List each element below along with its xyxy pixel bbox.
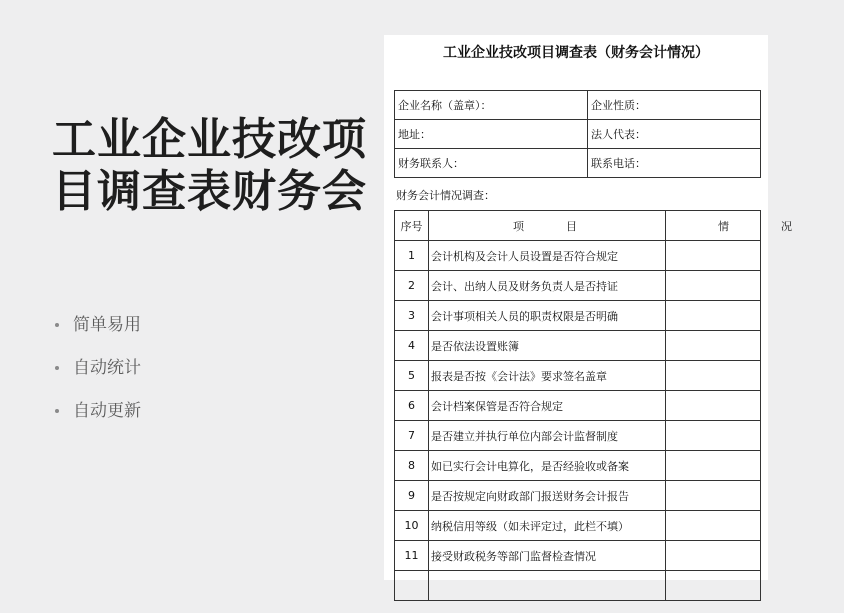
table-row: 10 纳税信用等级（如未评定过，此栏不填） <box>395 511 761 541</box>
table-row: 9 是否按规定向财政部门报送财务会计报告 <box>395 481 761 511</box>
table-row: 1 会计机构及会计人员设置是否符合规定 <box>395 241 761 271</box>
info-cell: 法人代表： <box>588 120 761 149</box>
table-row <box>395 571 761 601</box>
table-row: 4 是否依法设置账簿 <box>395 331 761 361</box>
survey-table <box>394 210 844 601</box>
column-header-status: 情况 <box>666 211 761 241</box>
survey-label: 财务会计情况调查： <box>396 189 495 202</box>
info-row <box>395 120 761 149</box>
table-row: 2 会计、出纳人员及财务负责人是否持证 <box>395 271 761 301</box>
info-cell: 企业性质： <box>588 91 761 120</box>
table-header-row <box>395 211 761 241</box>
feature-item: 自动统计 <box>55 348 141 391</box>
bullet-icon <box>55 323 59 327</box>
feature-item: 自动更新 <box>55 391 141 434</box>
table-row: 6 会计档案保管是否符合规定 <box>395 391 761 421</box>
column-header-item: 项目 <box>429 211 666 241</box>
cover-title <box>52 114 367 218</box>
info-cell: 联系电话： <box>588 149 761 178</box>
bullet-icon <box>55 409 59 413</box>
info-cell: 财务联系人： <box>395 149 588 178</box>
document-preview <box>384 35 844 580</box>
feature-list <box>55 305 141 434</box>
feature-item: 简单易用 <box>55 305 141 348</box>
table-row: 5 报表是否按《会计法》要求签名盖章 <box>395 361 761 391</box>
cover-title-line-2: 目调查表财务会 <box>52 166 367 217</box>
company-info-table <box>394 90 761 178</box>
cover-title-line-1: 工业企业技改项 <box>52 114 367 165</box>
table-row: 8 如已实行会计电算化，是否经验收或备案 <box>395 451 761 481</box>
sheet-title: 工业企业技改项目调查表（财务会计情况） <box>443 45 709 61</box>
info-row <box>395 149 761 178</box>
table-row: 11 接受财政税务等部门监督检查情况 <box>395 541 761 571</box>
bullet-icon <box>55 366 59 370</box>
table-row: 7 是否建立并执行单位内部会计监督制度 <box>395 421 761 451</box>
table-row: 3 会计事项相关人员的职责权限是否明确 <box>395 301 761 331</box>
column-header-no: 序号 <box>395 211 429 241</box>
info-cell: 企业名称（盖章）： <box>395 91 588 120</box>
info-row <box>395 91 761 120</box>
info-cell: 地址： <box>395 120 588 149</box>
